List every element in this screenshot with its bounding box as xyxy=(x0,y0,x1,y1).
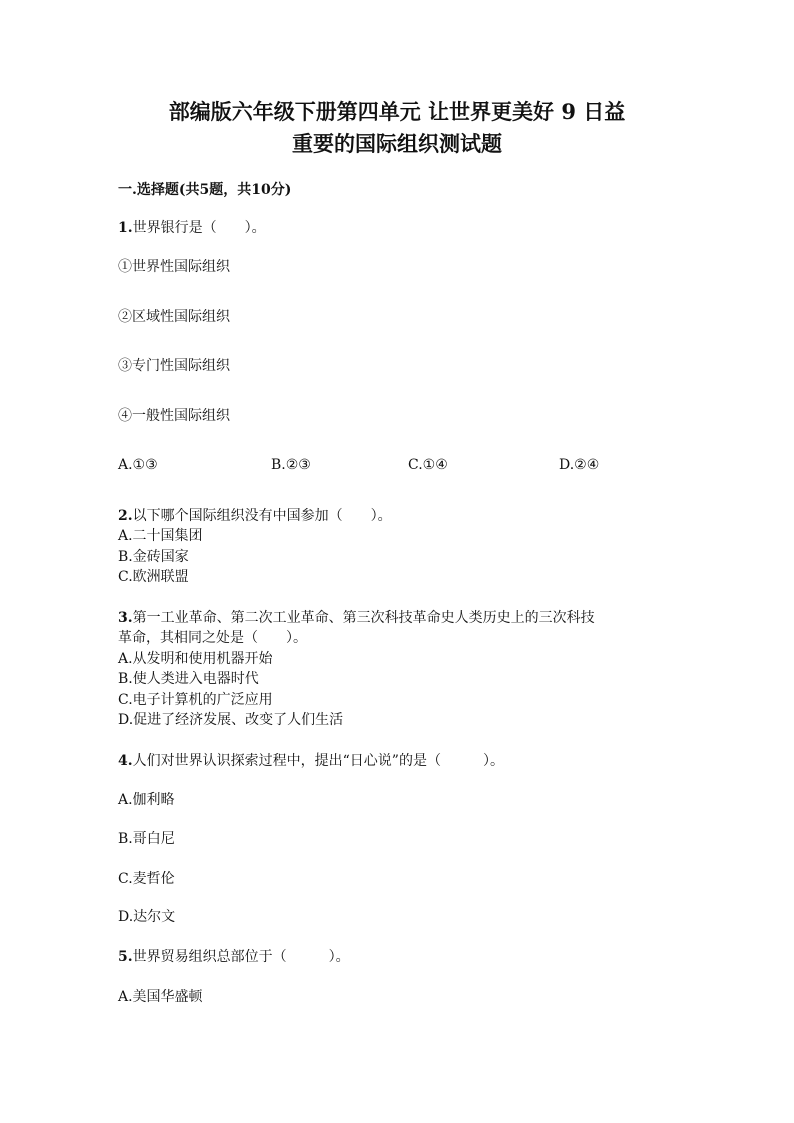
question-1-option-d: D.②④ xyxy=(559,457,600,473)
question-number: 5. xyxy=(118,949,133,965)
question-1-option-a: A.①③ xyxy=(118,457,158,473)
question-1-statement-4: ④一般性国际组织 xyxy=(118,408,230,424)
page-title-line-2: 重要的国际组织测试题 xyxy=(292,131,502,156)
question-4-stem: 4.人们对世界认识探索过程中，提出“日心说”的是（ ）。 xyxy=(118,753,504,769)
question-3-option-d: D.促进了经济发展、改变了人们生活 xyxy=(118,712,344,728)
question-4-option-d: D.达尔文 xyxy=(118,909,176,925)
question-5-stem: 5.世界贸易组织总部位于（ ）。 xyxy=(118,949,350,965)
question-2-option-c: C.欧洲联盟 xyxy=(118,569,189,585)
question-1-statement-1: ①世界性国际组织 xyxy=(118,259,230,275)
question-1-option-c: C.①④ xyxy=(408,457,448,473)
question-4-option-a: A.伽利略 xyxy=(118,792,175,808)
question-number: 3. xyxy=(118,610,133,626)
question-5-option-a: A.美国华盛顿 xyxy=(118,989,203,1005)
section-heading: 一.选择题(共5题，共10分) xyxy=(118,182,292,198)
question-number: 2. xyxy=(118,508,133,524)
question-1-statement-3: ③专门性国际组织 xyxy=(118,358,230,374)
question-3-option-a: A.从发明和使用机器开始 xyxy=(118,651,273,667)
question-4-option-c: C.麦哲伦 xyxy=(118,871,175,887)
question-2-stem: 2.以下哪个国际组织没有中国参加（ ）。 xyxy=(118,508,392,524)
question-1-stem: 1.世界银行是（ ）。 xyxy=(118,220,266,236)
question-number: 1. xyxy=(118,220,133,236)
question-2-option-b: B.金砖国家 xyxy=(118,549,189,565)
question-3-option-b: B.使人类进入电器时代 xyxy=(118,671,259,687)
question-1-option-b: B.②③ xyxy=(271,457,311,473)
question-3-stem-line-2: 革命，其相同之处是（ ）。 xyxy=(118,630,307,646)
question-2-option-a: A.二十国集团 xyxy=(118,528,203,544)
question-3-option-c: C.电子计算机的广泛应用 xyxy=(118,692,273,708)
question-1-statement-2: ②区域性国际组织 xyxy=(118,309,230,325)
question-3-stem-line-1: 3.第一工业革命、第二次工业革命、第三次科技革命史人类历史上的三次科技 xyxy=(118,610,595,626)
page-title-line-1: 部编版六年级下册第四单元 让世界更美好 9 日益 xyxy=(168,99,626,124)
question-4-option-b: B.哥白尼 xyxy=(118,831,175,847)
question-number: 4. xyxy=(118,753,133,769)
